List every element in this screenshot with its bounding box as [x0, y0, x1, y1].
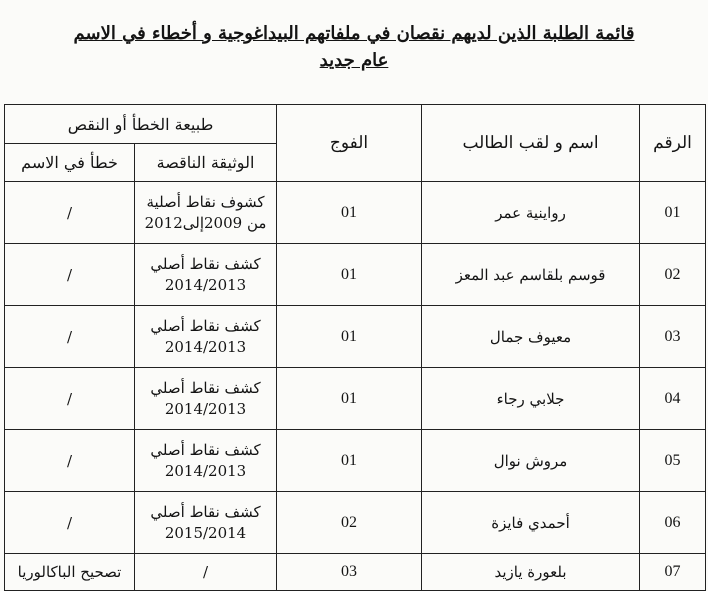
table-row — [5, 492, 706, 554]
table-row — [5, 368, 706, 430]
table-row — [5, 306, 706, 368]
header-student-name: اسم و لقب الطالب — [422, 105, 640, 182]
student-name: قوسم بلقاسم عبد المعز — [422, 244, 640, 306]
missing-document — [135, 306, 277, 368]
missing-document-line-2: 2014/2013 — [164, 399, 247, 418]
group-number: 01 — [277, 430, 422, 492]
header-missing-document: الوثيقة الناقصة — [135, 144, 277, 182]
missing-document-line-1: كشف نقاط أصلي — [150, 440, 261, 459]
header-group: الفوج — [277, 105, 422, 182]
row-number: 03 — [640, 306, 706, 368]
student-name: جلابي رجاء — [422, 368, 640, 430]
group-number: 01 — [277, 182, 422, 244]
missing-document-line-1: كشوف نقاط أصلية — [146, 192, 265, 211]
group-number: 03 — [277, 554, 422, 591]
group-number: 01 — [277, 244, 422, 306]
table-row — [5, 182, 706, 244]
header-row-1 — [5, 105, 706, 144]
group-number: 01 — [277, 368, 422, 430]
header-name-error: خطأ في الاسم — [5, 144, 135, 182]
title-line-1: قائمة الطلبة الذين لديهم نقصان في ملفاتهم البيداغوجية و أخطاء في الاسم — [73, 23, 635, 44]
row-number: 04 — [640, 368, 706, 430]
table-row — [5, 430, 706, 492]
header-number: الرقم — [640, 105, 706, 182]
missing-document — [135, 182, 277, 244]
missing-document — [135, 244, 277, 306]
missing-document-line-1: كشف نقاط أصلي — [150, 502, 261, 521]
student-name: بلعورة يازيد — [422, 554, 640, 591]
name-error: / — [5, 182, 135, 244]
name-error: / — [5, 368, 135, 430]
students-table — [4, 104, 706, 591]
missing-document — [135, 492, 277, 554]
missing-document — [135, 430, 277, 492]
name-error: / — [5, 244, 135, 306]
group-number: 02 — [277, 492, 422, 554]
name-error: / — [5, 492, 135, 554]
name-error: / — [5, 430, 135, 492]
student-name: معيوف جمال — [422, 306, 640, 368]
missing-document-line-1: كشف نقاط أصلي — [150, 316, 261, 335]
missing-document-line-1: كشف نقاط أصلي — [150, 378, 261, 397]
missing-document-line-2: 2014/2013 — [164, 337, 247, 356]
document-title — [0, 20, 708, 74]
missing-document-line-2: 2015/2014 — [164, 523, 247, 542]
table-row — [5, 554, 706, 591]
row-number: 01 — [640, 182, 706, 244]
table-row — [5, 244, 706, 306]
row-number: 06 — [640, 492, 706, 554]
missing-document-line-2: من 2009إلى2012 — [144, 213, 267, 232]
missing-document: / — [135, 554, 277, 591]
row-number: 02 — [640, 244, 706, 306]
row-number: 07 — [640, 554, 706, 591]
name-error: / — [5, 306, 135, 368]
title-line-2: عام جديد — [319, 50, 389, 71]
name-error: تصحيح الباكالوريا — [5, 554, 135, 591]
missing-document-line-2: 2014/2013 — [164, 461, 247, 480]
student-name: أحمدي فايزة — [422, 492, 640, 554]
student-name: رواينية عمر — [422, 182, 640, 244]
missing-document-line-2: 2014/2013 — [164, 275, 247, 294]
missing-document-line-1: كشف نقاط أصلي — [150, 254, 261, 273]
missing-document — [135, 368, 277, 430]
header-nature-of-error: طبيعة الخطأ أو النقص — [5, 105, 277, 144]
row-number: 05 — [640, 430, 706, 492]
student-name: مروش نوال — [422, 430, 640, 492]
group-number: 01 — [277, 306, 422, 368]
